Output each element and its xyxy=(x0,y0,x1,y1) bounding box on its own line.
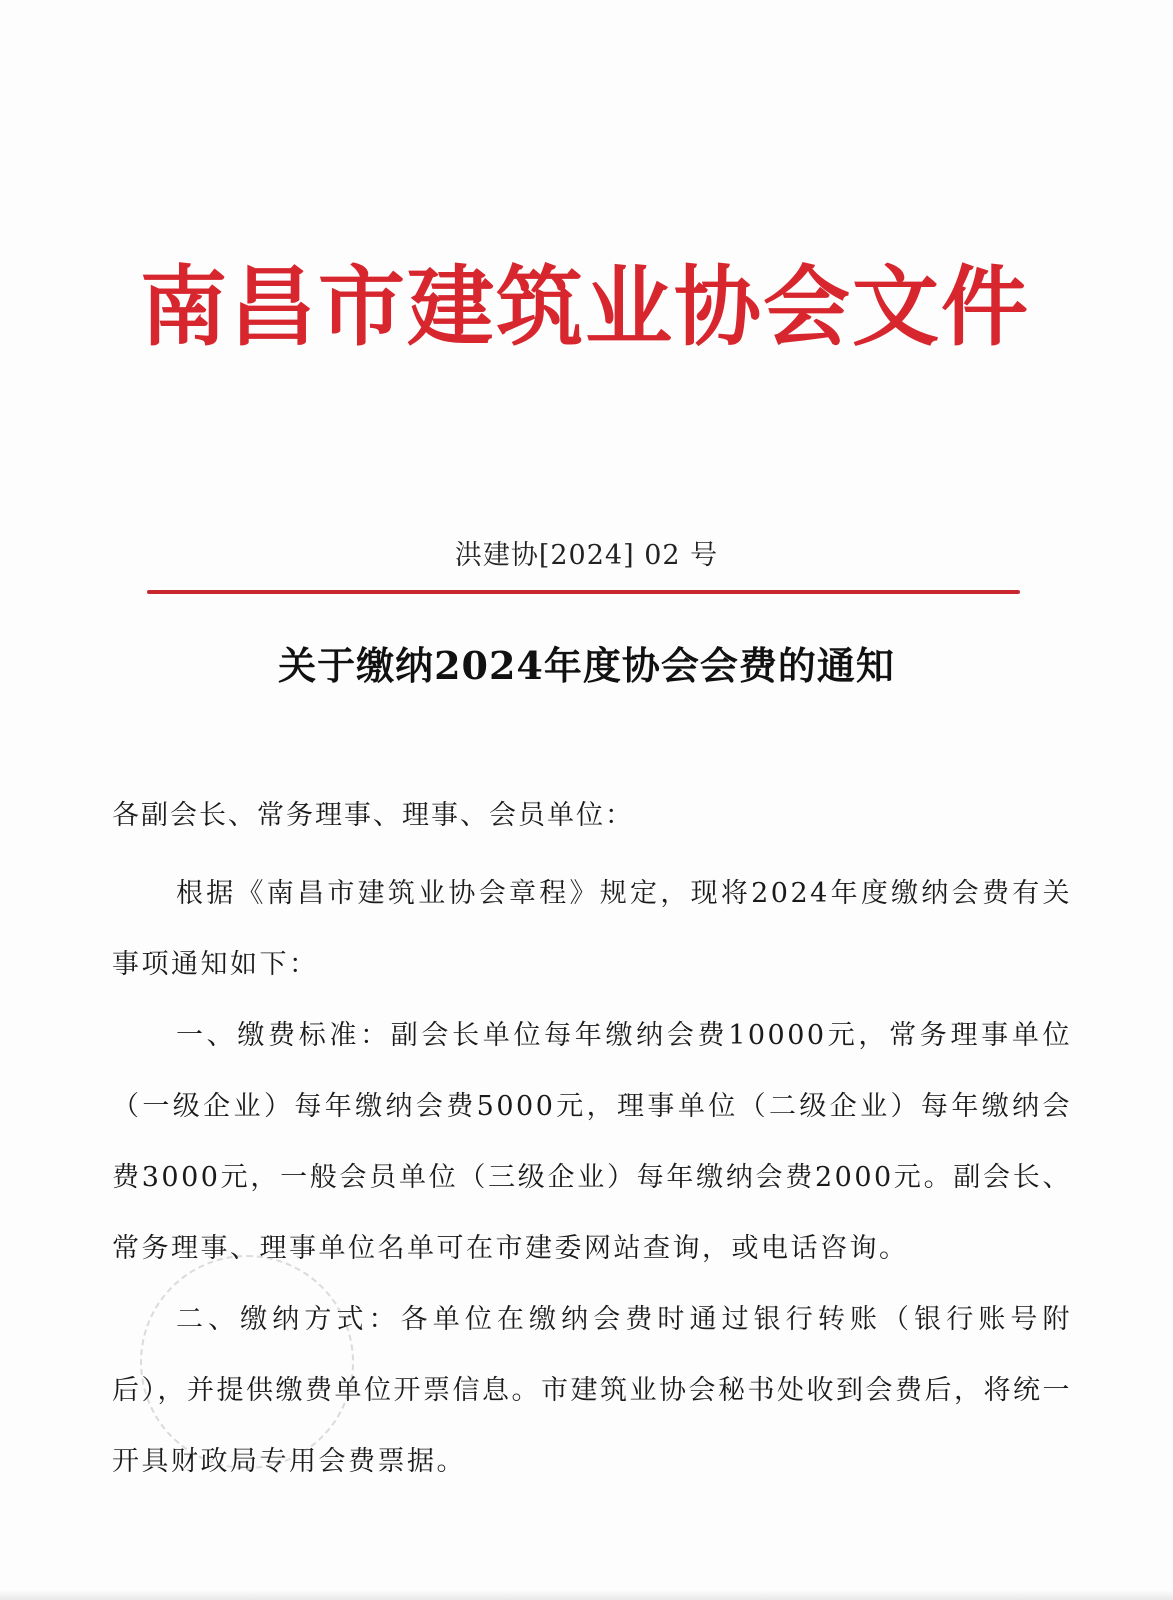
notice-body xyxy=(112,858,1072,1497)
notice-title: 关于缴纳2024年度协会会费的通知 xyxy=(278,643,895,688)
org-header-title: 南昌市建筑业协会文件 xyxy=(140,255,1030,358)
body-paragraph: 二、缴纳方式：各单位在缴纳会费时通过银行转账（银行账号附后），并提供缴费单位开票信息。市建筑业协会秘书处收到会费后，将统一开具财政局专用会费票据。 xyxy=(112,1304,1072,1477)
salutation: 各副会长、常务理事、理事、会员单位： xyxy=(112,800,634,831)
body-paragraph: 根据《南昌市建筑业协会章程》规定，现将2024年度缴纳会费有关事项通知如下： xyxy=(112,878,1072,980)
page-bottom-edge xyxy=(0,1590,1173,1600)
body-paragraph: 一、缴费标准：副会长单位每年缴纳会费10000元，常务理事单位（一级企业）每年缴纳会费5000元，理事单位（二级企业）每年缴纳会费3000元，一般会员单位（三级企业）每年缴纳会费2000元。副会长、常务理事、理事单位名单可在市建委网站查询，或电话咨询。 xyxy=(112,1020,1072,1264)
document-number: 洪建协[2024] 02 号 xyxy=(454,540,719,571)
red-divider-rule xyxy=(147,590,1020,594)
